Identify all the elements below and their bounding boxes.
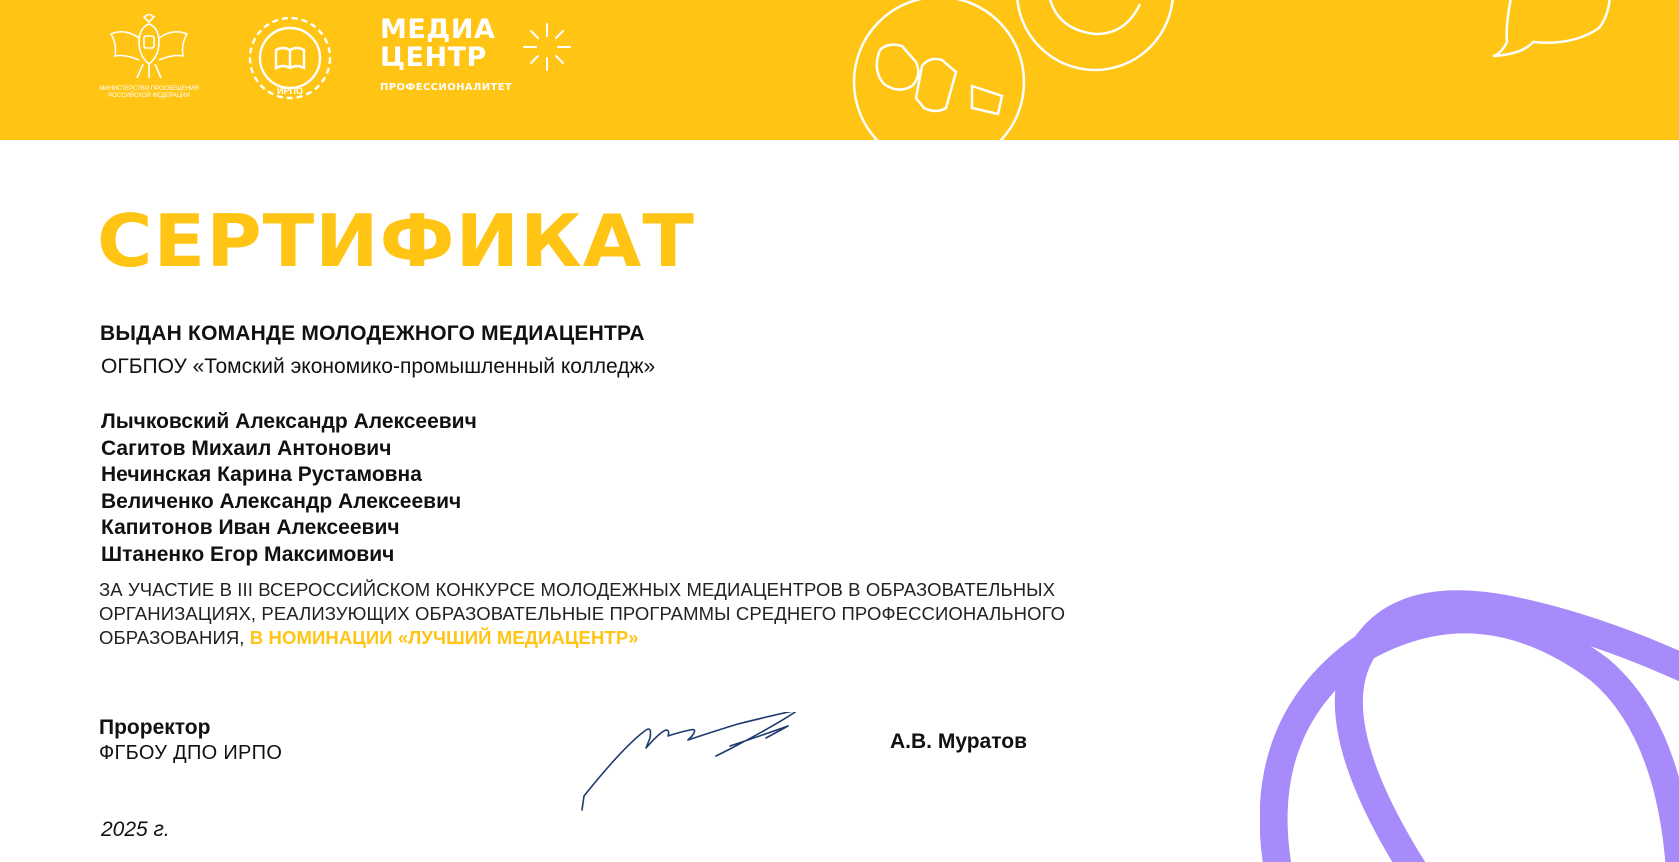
member-name: Сагитов Михаил Антонович — [101, 436, 392, 460]
signatory-organization: ФГБОУ ДПО ИРПО — [99, 742, 283, 764]
organization-name: ОГБПОУ «Томский экономико-промышленный колледж» — [101, 355, 656, 378]
sparkle-icon — [520, 20, 574, 74]
member-name: Штаненко Егор Максимович — [101, 542, 395, 566]
reason-line-3 — [99, 626, 1249, 650]
member-name: Нечинская Карина Рустамовна — [101, 463, 422, 487]
member-name: Величенко Александр Алексеевич — [101, 489, 462, 513]
award-reason — [99, 578, 1249, 650]
reason-line-1: ЗА УЧАСТИЕ В III ВСЕРОССИЙСКОМ КОНКУРСЕ МОЛОДЕЖНЫХ МЕДИАЦЕНТРОВ В ОБРАЗОВАТЕЛЬНЫХ — [99, 579, 1056, 600]
certificate-year: 2025 г. — [101, 818, 170, 841]
handwritten-signature — [578, 712, 828, 816]
irpo-label: ИРПО — [277, 86, 303, 96]
signatory-role: Проректор — [99, 716, 211, 739]
member-name: Лычковский Александр Алексеевич — [101, 410, 477, 433]
reason-line-3-text: ОБРАЗОВАНИЯ, — [99, 627, 250, 648]
reason-line-2: ОРГАНИЗАЦИЯХ, РЕАЛИЗУЮЩИХ ОБРАЗОВАТЕЛЬНЫЕ ПРОГРАММЫ СРЕДНЕГО ПРОФЕССИОНАЛЬНОГО — [99, 603, 1066, 624]
member-name: Капитонов Иван Алексеевич — [101, 516, 400, 540]
media-logo-word-1: МЕДИА — [380, 14, 496, 45]
issued-to-heading: ВЫДАН КОМАНДЕ МОЛОДЕЖНОГО МЕДИАЦЕНТРА — [100, 322, 645, 345]
irpo-logo — [244, 12, 336, 104]
header-banner — [0, 0, 1679, 140]
certificate-title: СЕРТИФИКАТ — [97, 199, 695, 283]
signatory-name: А.В. Муратов — [890, 730, 1027, 753]
decorative-violet-loops — [1260, 580, 1679, 862]
media-logo-subtitle: ПРОФЕССИОНАЛИТЕТ — [380, 82, 513, 93]
ministry-emblem-logo — [96, 14, 202, 104]
team-members-list — [101, 409, 477, 569]
irpo-emblem-icon — [244, 12, 336, 104]
nomination-text: В НОМИНАЦИИ «ЛУЧШИЙ МЕДИАЦЕНТР» — [249, 627, 639, 648]
eagle-icon — [107, 14, 191, 82]
media-logo-word-2: ЦЕНТР — [380, 42, 487, 73]
media-center-logo — [380, 16, 580, 100]
ministry-caption: МИНИСТЕРСТВО ПРОСВЕЩЕНИЯ РОССИЙСКОЙ ФЕДЕРАЦИИ — [99, 86, 199, 99]
